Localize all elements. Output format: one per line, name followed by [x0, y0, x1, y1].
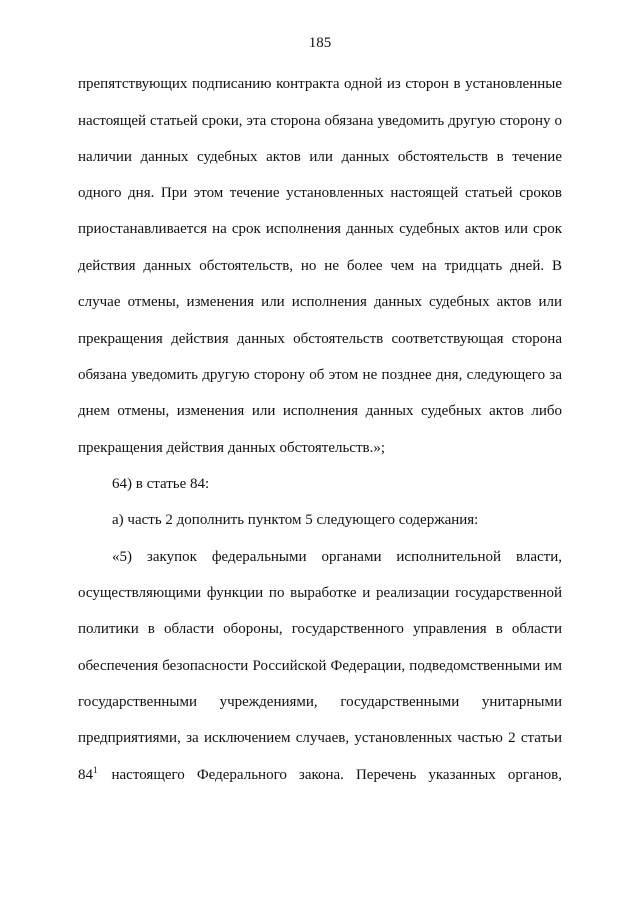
text-line: настоящего Федерального закона. Перечень указанных органов, [111, 767, 562, 783]
text-line: приостанавливается на срок исполнения данных судебных актов или срок [78, 221, 562, 237]
text-line: действия данных обстоятельств, но не более чем на тридцать дней. В [78, 258, 562, 274]
text-line: политики в области обороны, государственного управления в области [78, 621, 562, 637]
text-line: «5) закупок федеральными органами исполнительной власти, [112, 549, 562, 565]
article-superscript: 1 [93, 765, 98, 775]
item-64: 64) в статье 84: [112, 476, 210, 492]
text-line: осуществляющими функции по выработке и реализации государственной [78, 585, 562, 601]
text-line: настоящей статьей сроки, эта сторона обязана уведомить другую сторону о [78, 113, 562, 129]
text-line: препятствующих подписанию контракта одной из сторон в установленные [78, 76, 562, 92]
item-a: а) часть 2 дополнить пунктом 5 следующего содержания: [112, 512, 479, 528]
text-line: прекращения действия данных обстоятельств.»; [78, 440, 386, 456]
text-line: прекращения действия данных обстоятельств соответствующая сторона [78, 331, 562, 347]
text-line-last [78, 765, 562, 785]
text-line: государственными учреждениями, государственными унитарными [78, 694, 562, 710]
text-line: одного дня. При этом течение установленных настоящей статьей сроков [78, 185, 562, 201]
text-line: обеспечения безопасности Российской Федерации, подведомственными им [78, 658, 562, 674]
text-line: предприятиями, за исключением случаев, установленных частью 2 статьи [78, 730, 562, 746]
page-number: 185 [308, 35, 332, 51]
text-line: днем отмены, изменения или исполнения данных судебных актов либо [78, 403, 562, 419]
text-line: обязана уведомить другую сторону об этом не позднее дня, следующего за [78, 367, 562, 383]
article-reference [78, 765, 98, 785]
article-number: 84 [78, 767, 93, 783]
text-line: наличии данных судебных актов или данных обстоятельств в течение [78, 149, 562, 165]
text-line: случае отмены, изменения или исполнения данных судебных актов или [78, 294, 562, 310]
